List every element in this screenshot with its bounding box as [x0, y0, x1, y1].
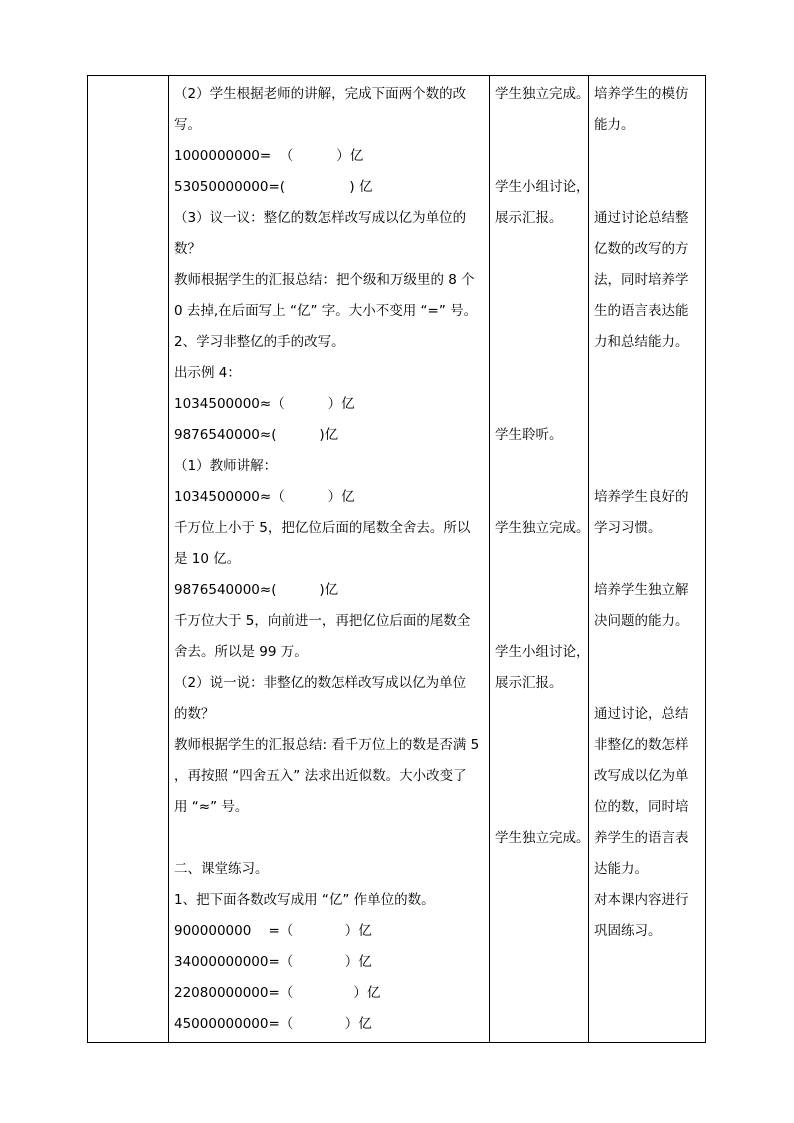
content-line: （1）教师讲解： — [174, 458, 278, 474]
content-line: 数？ — [174, 241, 201, 257]
content-line: 教师根据学生的汇报总结：把个级和万级里的 8 个 — [174, 272, 475, 288]
content-line: 千万位大于 5，向前进一，再把亿位后面的尾数全 — [174, 613, 471, 629]
content-line: 9876540000≈( )亿 — [174, 582, 339, 598]
lesson-content-column — [174, 76, 486, 1042]
intent-line: 通过讨论总结整 — [594, 210, 689, 226]
activity-line: 学生小组讨论， — [495, 179, 590, 195]
intent-line: 巩固练习。 — [594, 923, 662, 939]
intent-line: 学习习惯。 — [594, 520, 662, 536]
activity-line: 学生独立完成。 — [495, 830, 590, 846]
content-line: 45000000000=（ ）亿 — [174, 1016, 372, 1032]
content-line: 9876540000≈( )亿 — [174, 427, 339, 443]
activity-line: 学生独立完成。 — [495, 520, 590, 536]
content-line: 1000000000= （ ）亿 — [174, 148, 364, 164]
activity-line: 展示汇报。 — [495, 210, 563, 226]
intent-line: 法，同时培养学 — [594, 272, 689, 288]
activity-line: 学生小组讨论， — [495, 644, 590, 660]
intent-line: 亿数的改写的方 — [594, 241, 689, 257]
intent-line: 能力。 — [594, 117, 635, 133]
column-divider — [168, 76, 169, 1042]
content-line: 教师根据学生的汇报总结: 看千万位上的数是否满 5 — [174, 737, 480, 753]
intent-line: 对本课内容进行 — [594, 892, 689, 908]
content-line: 34000000000=（ ）亿 — [174, 954, 372, 970]
content-line: （3）议一议：整亿的数怎样改写成以亿为单位的 — [174, 210, 467, 226]
content-line: 舍去。所以是 99 万。 — [174, 644, 308, 660]
activity-line: 学生聆听。 — [495, 427, 563, 443]
content-line: 0 去掉,在后面写上 “亿” 字。大小不变用 “=” 号。 — [174, 303, 478, 319]
content-line: 的数？ — [174, 706, 215, 722]
content-line: （2）说一说：非整亿的数怎样改写成以亿为单位 — [174, 675, 467, 691]
intent-line: 决问题的能力。 — [594, 613, 689, 629]
content-line: 53050000000=( ) 亿 — [174, 179, 373, 195]
content-line: 二、课堂练习。 — [174, 861, 269, 877]
intent-line: 改写成以亿为单 — [594, 768, 689, 784]
content-line: 1034500000≈（ ）亿 — [174, 396, 355, 412]
content-line: ，再按照 “四舍五入” 法求出近似数。大小改变了 — [174, 768, 467, 784]
content-line: 1034500000≈（ ）亿 — [174, 489, 355, 505]
content-line: （2）学生根据老师的讲解，完成下面两个数的改 — [174, 86, 467, 102]
activity-line: 学生独立完成。 — [495, 86, 590, 102]
content-line: 千万位上小于 5，把亿位后面的尾数全舍去。所以 — [174, 520, 471, 536]
content-line: 是 10 亿。 — [174, 551, 241, 567]
intent-line: 培养学生良好的 — [594, 489, 689, 505]
content-line: 写。 — [174, 117, 201, 133]
lesson-plan-table — [87, 75, 706, 1043]
intent-line: 生的语言表达能 — [594, 303, 689, 319]
stage-column — [88, 76, 168, 1042]
content-line: 1、把下面各数改写成用 “亿” 作单位的数。 — [174, 892, 435, 908]
intent-line: 力和总结能力。 — [594, 334, 689, 350]
intent-line: 位的数，同时培 — [594, 799, 689, 815]
student-activity-column — [495, 76, 590, 1042]
intent-line: 达能力。 — [594, 861, 648, 877]
intent-line: 通过讨论，总结 — [594, 706, 689, 722]
content-line: 2、学习非整亿的手的改写。 — [174, 334, 345, 350]
intent-line: 培养学生的模仿 — [594, 86, 689, 102]
column-divider — [489, 76, 490, 1042]
content-line: 出示例 4： — [174, 365, 241, 381]
content-line: 用 “≈” 号。 — [174, 799, 249, 815]
intent-line: 非整亿的数怎样 — [594, 737, 689, 753]
activity-line: 展示汇报。 — [495, 675, 563, 691]
content-line: 22080000000=（ ）亿 — [174, 985, 381, 1001]
intent-line: 培养学生独立解 — [594, 582, 689, 598]
column-divider — [588, 76, 589, 1042]
design-intent-column — [594, 76, 706, 1042]
intent-line: 养学生的语言表 — [594, 830, 689, 846]
content-line: 900000000 =（ ）亿 — [174, 923, 372, 939]
